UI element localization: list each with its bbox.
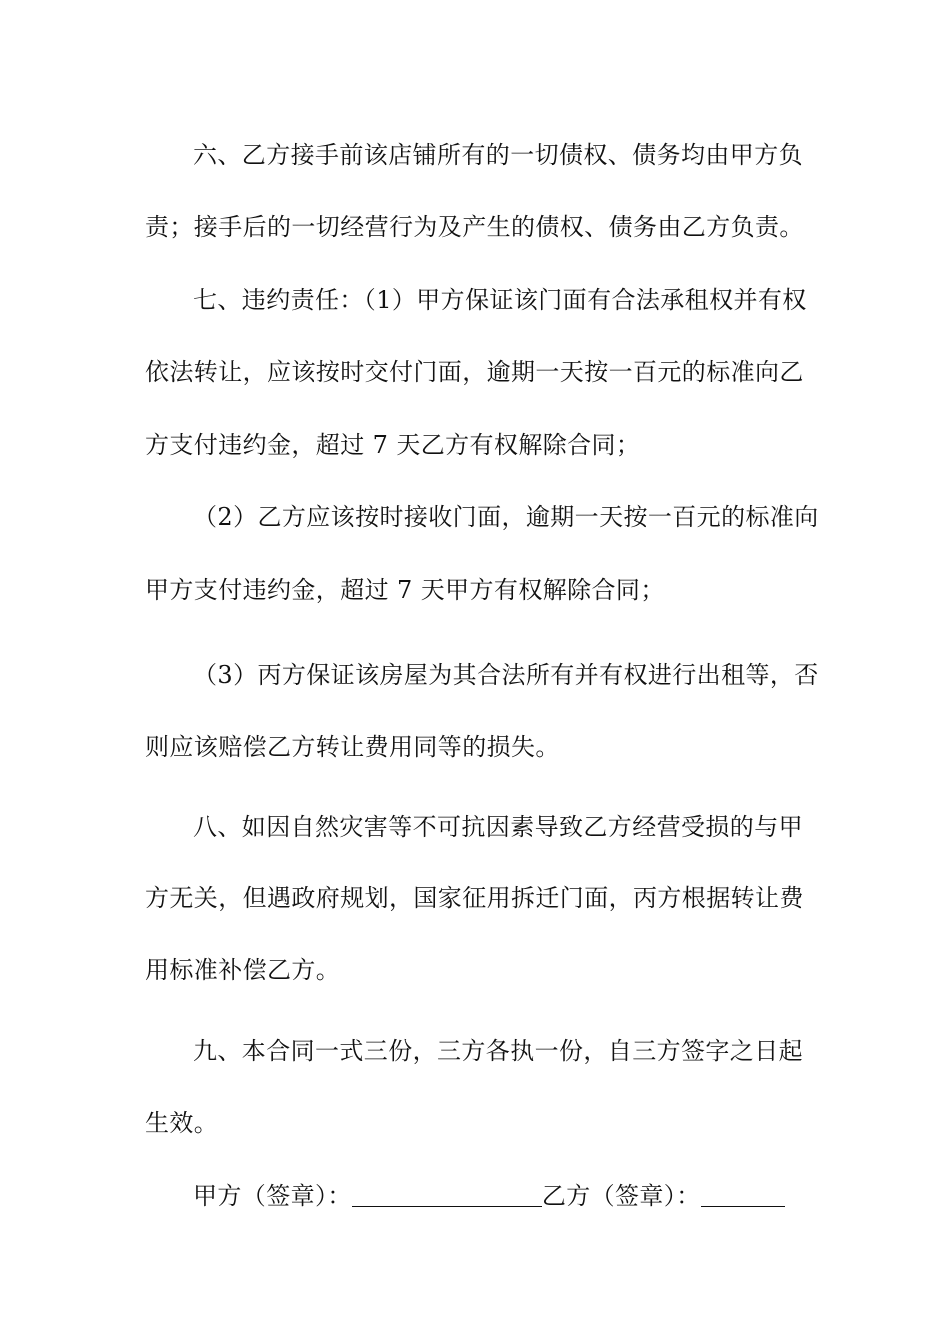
party-b-signature-blank (701, 1184, 785, 1207)
clause-8-line-2: 方无关，但遇政府规划，国家征用拆迁门面，丙方根据转让费 (145, 884, 804, 912)
clause-7-item-3-line-1: （3）丙方保证该房屋为其合法所有并有权进行出租等，否 (193, 661, 819, 689)
clause-7-line-3: 方支付违约金，超过 7 天乙方有权解除合同； (145, 431, 641, 459)
signature-row (193, 1181, 810, 1211)
clause-7-line-2: 依法转让，应该按时交付门面，逾期一天按一百元的标准向乙 (145, 358, 804, 386)
party-b-signature-label: 乙方（签章）： (541, 1182, 701, 1210)
clause-8-line-1: 八、如因自然灾害等不可抗因素导致乙方经营受损的与甲 (193, 813, 803, 841)
clause-6-line-2: 责；接手后的一切经营行为及产生的债权、债务由乙方负责。 (145, 213, 804, 241)
clause-6-line-1: 六、乙方接手前该店铺所有的一切债权、债务均由甲方负 (193, 141, 803, 169)
party-a-signature-label: 甲方（签章）： (193, 1182, 352, 1210)
clause-7-line-1: 七、违约责任：（1）甲方保证该门面有合法承租权并有权 (193, 286, 807, 314)
clause-8-line-3: 用标准补偿乙方。 (145, 956, 341, 984)
clause-7-item-3-line-2: 则应该赔偿乙方转让费用同等的损失。 (145, 733, 560, 761)
party-a-signature-blank (352, 1184, 542, 1207)
clause-9-line-1: 九、本合同一式三份，三方各执一份，自三方签字之日起 (193, 1037, 803, 1065)
clause-7-item-2-line-1: （2）乙方应该按时接收门面，逾期一天按一百元的标准向 (193, 503, 819, 531)
clause-9-line-2: 生效。 (145, 1109, 219, 1137)
clause-7-item-2-line-2: 甲方支付违约金，超过 7 天甲方有权解除合同； (145, 576, 665, 604)
